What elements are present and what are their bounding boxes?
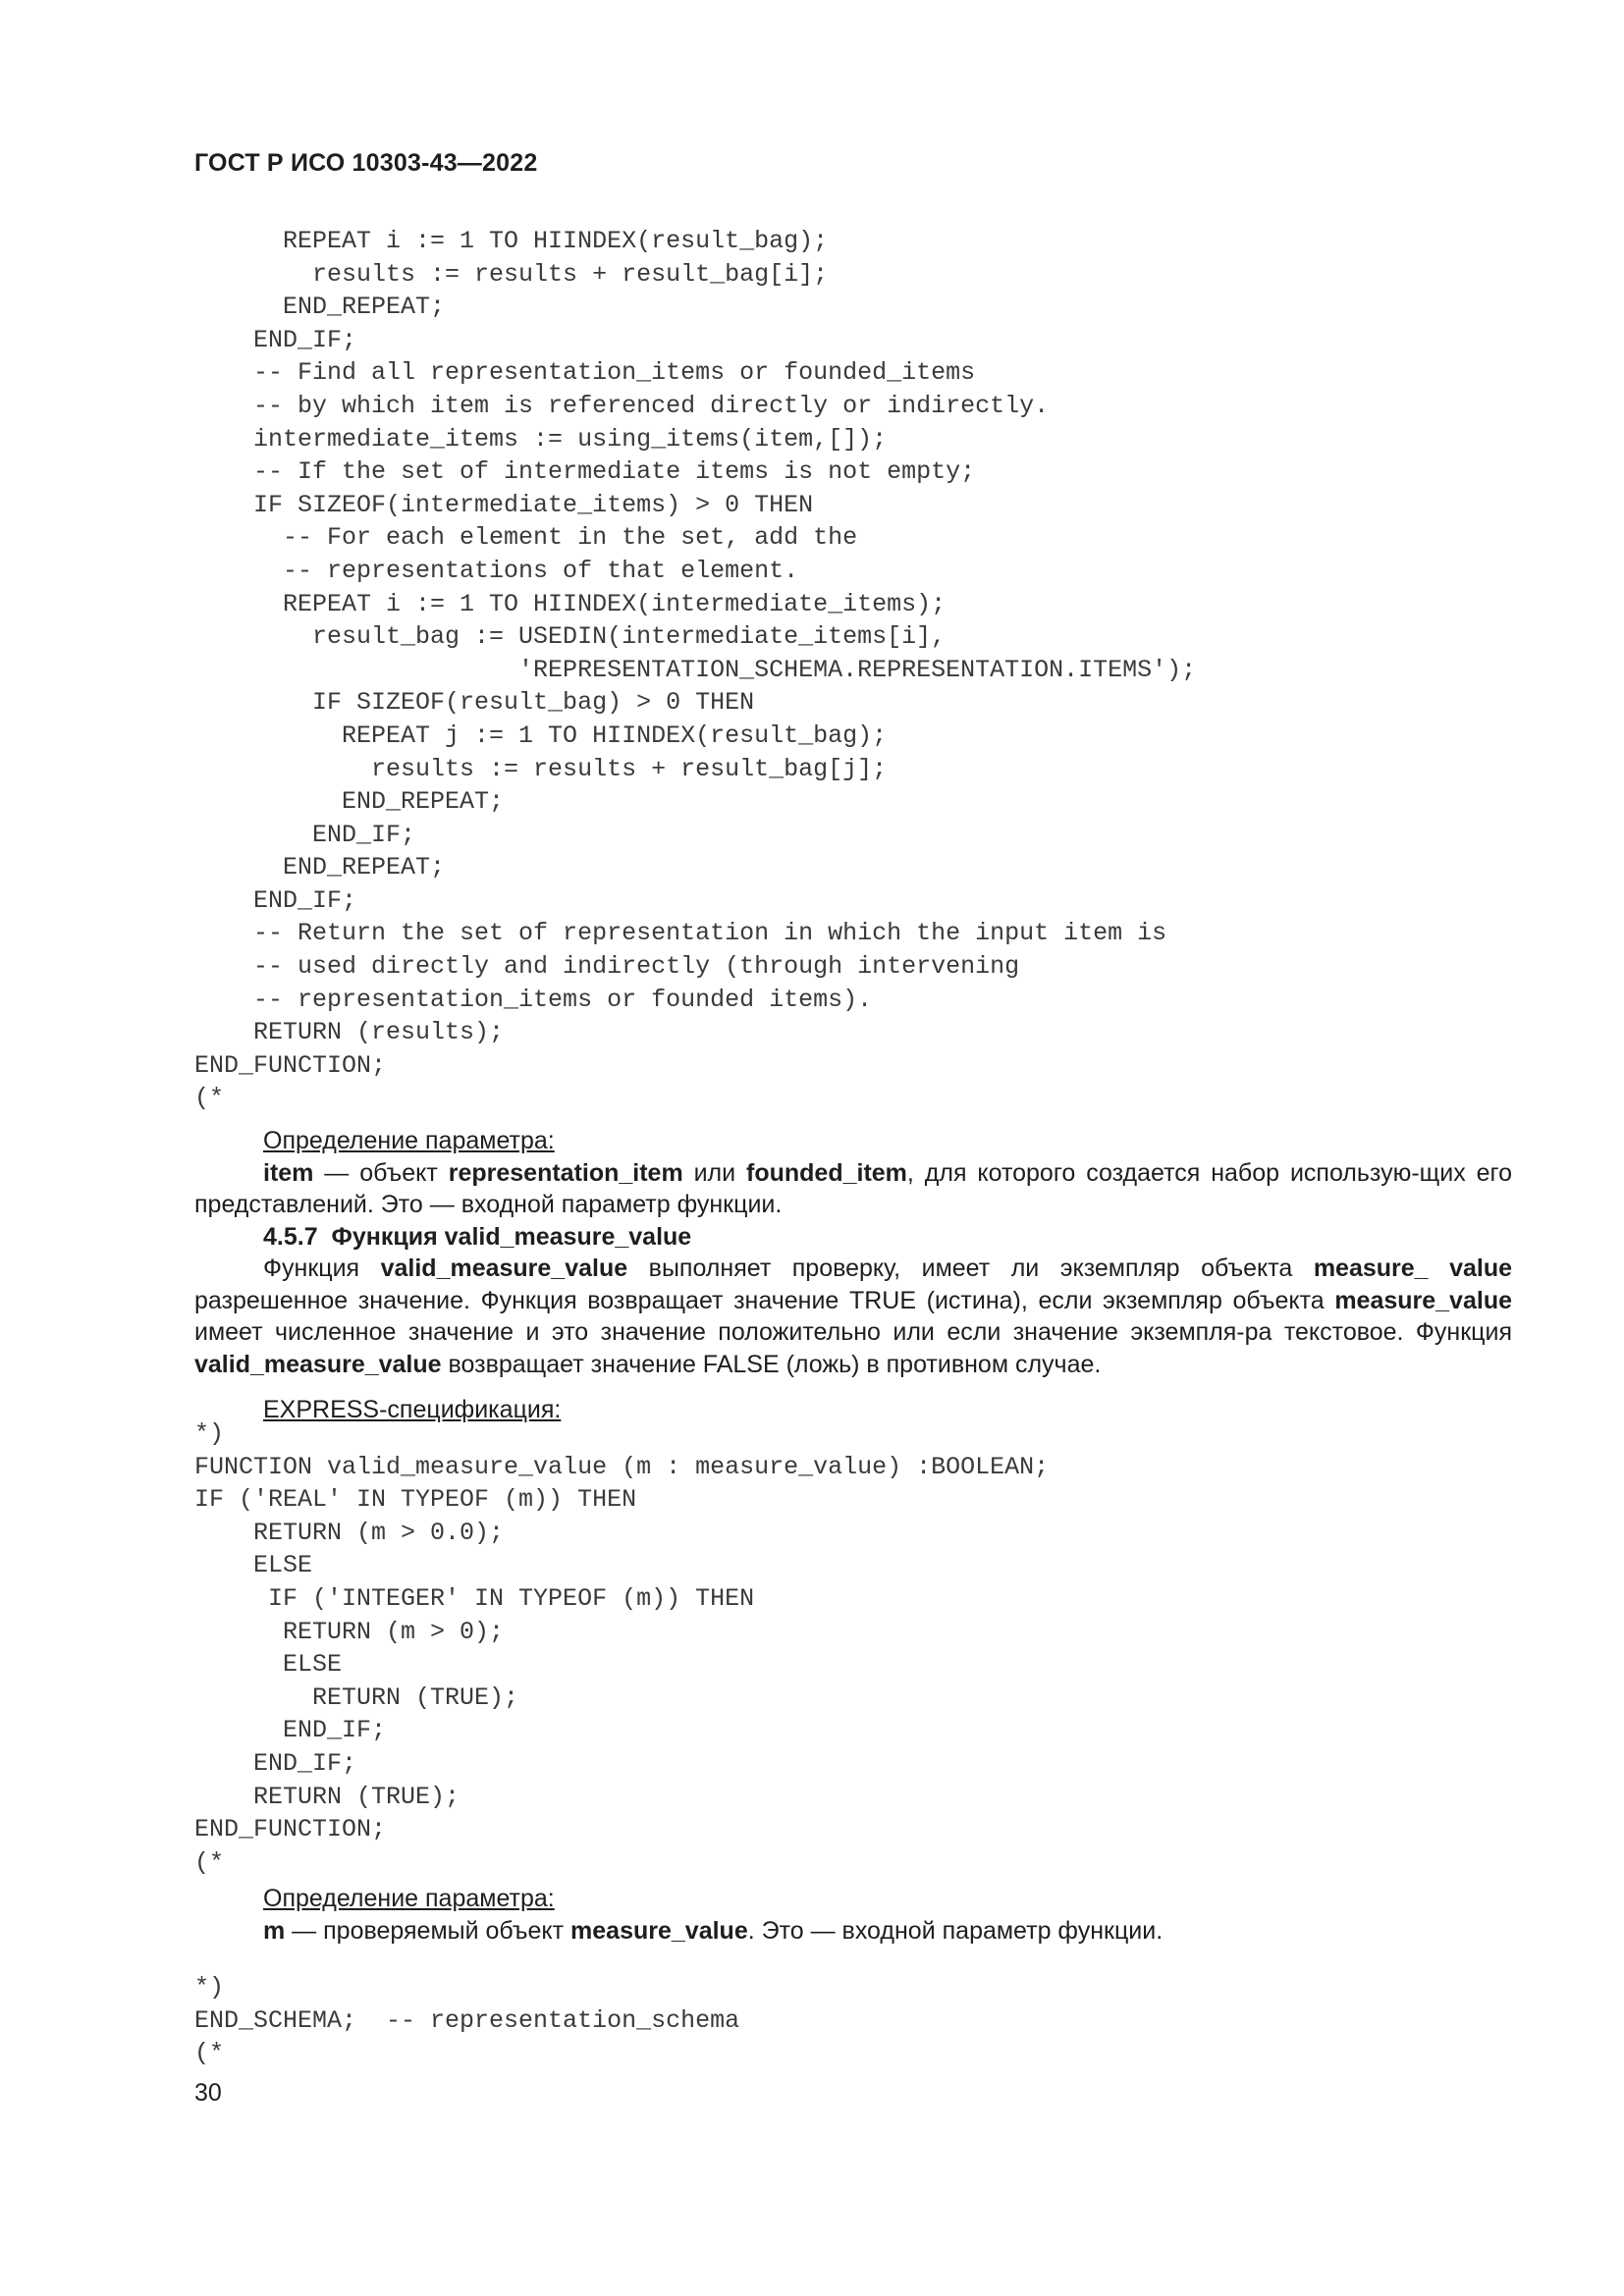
parameter-definition-m bbox=[194, 1883, 1512, 1947]
code-line: END_REPEAT; bbox=[194, 787, 505, 817]
express-spec-heading: EXPRESS-спецификация: bbox=[263, 1396, 562, 1423]
section-heading: 4.5.7 Функция valid_measure_value bbox=[263, 1222, 692, 1251]
code-line: ELSE bbox=[194, 1650, 343, 1680]
code-line: (* bbox=[194, 1084, 225, 1113]
code-line: FUNCTION valid_measure_value (m : measure_value) :BOOLEAN; bbox=[194, 1452, 1050, 1481]
code-line: END_REPEAT; bbox=[194, 293, 446, 322]
code-line: *) bbox=[194, 1419, 225, 1448]
function-description: Функция valid_measure_value выполняет проверку, имеет ли экземпляр объекта measure_ value разрешенное значение. Функция возвращает значение TRUE (истина), если экземпляр объекта measure_value имеет численное значение и это значение положительно или если значение экземпля-ра текстовое. Функция valid_measure_value возвращает значение FALSE (ложь) в противном случае. bbox=[194, 1255, 1512, 1378]
code-line: RETURN (m > 0); bbox=[194, 1617, 505, 1646]
code-line: -- Return the set of representation in which the input item is bbox=[194, 919, 1167, 948]
code-line: RETURN (TRUE); bbox=[194, 1782, 460, 1811]
code-line: END_IF; bbox=[194, 1748, 357, 1778]
code-line: -- representation_items or founded items). bbox=[194, 985, 873, 1014]
code-line: -- by which item is referenced directly or indirectly. bbox=[194, 391, 1050, 420]
code-line: RETURN (TRUE); bbox=[194, 1682, 519, 1712]
page-number: 30 bbox=[194, 2079, 222, 2107]
code-line: END_IF; bbox=[194, 325, 357, 354]
code-line: *) bbox=[194, 1973, 225, 2002]
code-line: -- If the set of intermediate items is not empty; bbox=[194, 457, 976, 487]
code-line: REPEAT i := 1 TO HIINDEX(intermediate_items); bbox=[194, 589, 947, 618]
code-block-end-schema bbox=[194, 1971, 739, 2070]
page-header: ГОСТ Р ИСО 10303-43—2022 bbox=[194, 149, 538, 177]
code-line: IF ('REAL' IN TYPEOF (m)) THEN bbox=[194, 1485, 637, 1515]
code-line: END_FUNCTION; bbox=[194, 1815, 387, 1844]
code-block-valid-measure-value bbox=[194, 1417, 1049, 1879]
parameter-definition-heading: Определение параметра: bbox=[263, 1127, 555, 1154]
code-line: END_IF; bbox=[194, 1716, 387, 1745]
code-block-function-end bbox=[194, 225, 1196, 1115]
code-line: END_FUNCTION; bbox=[194, 1050, 387, 1080]
parameter-definition-text-2: m — проверяемый объект measure_value. Это — входной параметр функции. bbox=[263, 1916, 1164, 1945]
code-line: result_bag := USEDIN(intermediate_items[i], bbox=[194, 622, 947, 652]
code-line: results := results + result_bag[i]; bbox=[194, 259, 829, 289]
code-line: (* bbox=[194, 2039, 225, 2068]
code-line: END_SCHEMA; -- representation_schema bbox=[194, 2005, 740, 2035]
code-line: END_REPEAT; bbox=[194, 853, 446, 882]
code-line: (* bbox=[194, 1847, 225, 1877]
code-line: IF ('INTEGER' IN TYPEOF (m)) THEN bbox=[194, 1583, 755, 1613]
code-line: RETURN (results); bbox=[194, 1018, 505, 1047]
code-line: -- used directly and indirectly (through intervening bbox=[194, 952, 1020, 982]
code-line: IF SIZEOF(result_bag) > 0 THEN bbox=[194, 688, 755, 718]
parameter-definition-heading-2: Определение параметра: bbox=[263, 1885, 555, 1912]
code-line: REPEAT j := 1 TO HIINDEX(result_bag); bbox=[194, 721, 888, 750]
parameter-definition-item bbox=[194, 1125, 1512, 1426]
code-line: REPEAT i := 1 TO HIINDEX(result_bag); bbox=[194, 227, 829, 255]
code-line: RETURN (m > 0.0); bbox=[194, 1518, 505, 1547]
code-line: IF SIZEOF(intermediate_items) > 0 THEN bbox=[194, 490, 814, 519]
code-line: -- For each element in the set, add the bbox=[194, 523, 858, 553]
code-line: END_IF; bbox=[194, 885, 357, 915]
parameter-definition-text: item — объект representation_item или founded_item, для которого создается набор использую-щих его представлений. Это — входной параметр функции. bbox=[194, 1158, 1512, 1218]
code-line: 'REPRESENTATION_SCHEMA.REPRESENTATION.ITEMS'); bbox=[194, 655, 1197, 684]
code-line: END_IF; bbox=[194, 820, 416, 849]
code-line: intermediate_items := using_items(item,[]); bbox=[194, 424, 888, 454]
code-line: -- representations of that element. bbox=[194, 556, 799, 585]
code-line: ELSE bbox=[194, 1551, 313, 1580]
code-line: results := results + result_bag[j]; bbox=[194, 754, 888, 783]
code-line: -- Find all representation_items or founded_items bbox=[194, 358, 976, 388]
